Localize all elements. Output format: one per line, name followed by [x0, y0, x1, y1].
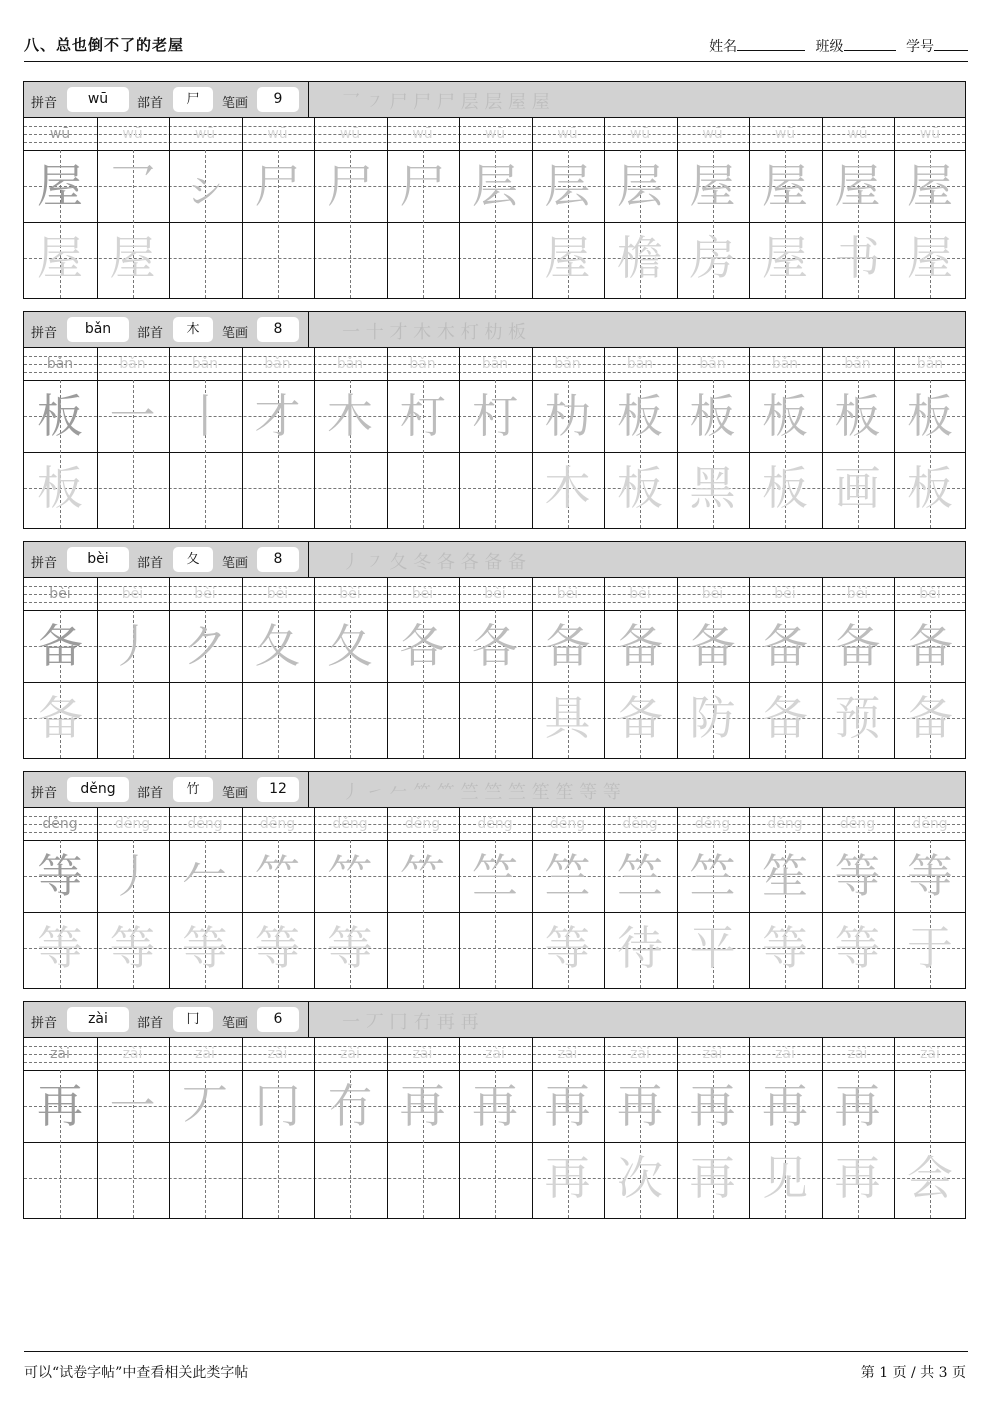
stroke-trace-cell[interactable]: 板	[834, 389, 881, 443]
pinyin-trace: bèi	[774, 586, 796, 602]
practice-cell[interactable]	[242, 452, 314, 524]
practice-cell[interactable]: 预	[834, 691, 881, 745]
practice-cell[interactable]	[242, 682, 314, 754]
pinyin-trace: bǎn	[771, 356, 799, 372]
practice-cell[interactable]: 于	[907, 921, 953, 975]
stroke-trace-cell[interactable]: 各	[399, 619, 446, 673]
practice-cell[interactable]: 画	[834, 461, 881, 515]
pinyin-trace: bèi	[266, 586, 289, 602]
stroke-trace-cell[interactable]: ㇱ	[182, 159, 228, 213]
char-info-bar	[24, 1002, 965, 1038]
pinyin-trace: zài	[702, 1046, 723, 1062]
id-blank[interactable]	[934, 38, 968, 51]
stroke-trace-cell[interactable]: 再	[544, 1079, 591, 1133]
pinyin-trace: děng	[549, 816, 586, 832]
writing-grid	[24, 1038, 965, 1218]
stroke-trace-cell[interactable]: 备	[544, 619, 591, 673]
page-header	[24, 28, 968, 60]
stroke-trace-cell[interactable]: 尸	[399, 159, 446, 213]
lesson-title: 八、总也倒不了的老屋	[24, 36, 185, 54]
pinyin-trace: bèi	[556, 586, 579, 602]
practice-cell[interactable]: 等	[762, 921, 808, 975]
pinyin-trace: zài	[412, 1046, 433, 1062]
practice-cell[interactable]: 备	[617, 691, 663, 745]
pinyin-trace: bèi	[484, 586, 506, 602]
practice-cell[interactable]: 板	[37, 461, 83, 515]
stroke-trace-cell[interactable]: 板	[762, 389, 808, 443]
practice-cell[interactable]: 等	[544, 921, 591, 975]
practice-cell[interactable]: 再	[544, 1151, 591, 1205]
stroke-trace-cell[interactable]: 板	[617, 389, 663, 443]
practice-cell[interactable]: 屋	[762, 231, 808, 285]
stroke-trace-cell[interactable]: 再	[617, 1079, 663, 1133]
char-block	[23, 1001, 966, 1219]
practice-cell[interactable]: 板	[617, 461, 663, 515]
char-info-bar	[24, 82, 965, 118]
info-divider	[308, 542, 309, 577]
stroke-order-sequence: 丿 ㇇ 夂 冬 各 各 备 备	[342, 552, 527, 573]
practice-cell[interactable]: 再	[834, 1151, 881, 1205]
practice-cell[interactable]: 平	[689, 921, 736, 975]
radical-value: 夂	[173, 547, 213, 572]
pinyin-trace: bèi	[49, 586, 71, 602]
stroke-trace-cell[interactable]: 屋	[762, 159, 808, 213]
writing-grid	[24, 578, 965, 758]
stroke-trace-cell[interactable]: 屋	[689, 159, 736, 213]
practice-cell[interactable]: 房	[689, 231, 736, 285]
strokes-label: 笔画	[222, 1016, 249, 1031]
pinyin-value: zài	[67, 1007, 129, 1032]
pinyin-trace: bǎn	[46, 356, 74, 372]
stroke-trace-cell[interactable]: 木	[327, 389, 373, 443]
pinyin-trace: wū	[339, 126, 361, 142]
practice-cell[interactable]	[169, 452, 241, 524]
stroke-trace-cell[interactable]: 备	[907, 619, 953, 673]
pinyin-trace: bǎn	[626, 356, 654, 372]
practice-cell[interactable]: 黑	[689, 461, 736, 515]
practice-cell[interactable]	[242, 222, 314, 294]
stroke-trace-cell[interactable]: 朾	[399, 389, 446, 443]
stroke-count-value: 8	[257, 317, 299, 342]
stroke-trace-cell[interactable]: 再	[399, 1079, 446, 1133]
pinyin-value: bǎn	[67, 317, 129, 342]
writing-grid	[24, 808, 965, 988]
stroke-trace-cell[interactable]: 板	[907, 389, 953, 443]
stroke-trace-cell[interactable]: 备	[689, 619, 736, 673]
stroke-trace-cell[interactable]: ⺮	[254, 849, 301, 903]
pinyin-trace: bǎn	[916, 356, 944, 372]
radical-value: 冂	[173, 1007, 213, 1032]
stroke-trace-cell[interactable]: 冇	[327, 1079, 373, 1133]
stroke-trace-cell[interactable]: 备	[37, 619, 83, 673]
practice-cell[interactable]: 屋	[544, 231, 591, 285]
pinyin-trace: bèi	[846, 586, 869, 602]
pinyin-trace: děng	[912, 816, 948, 832]
char-info-bar	[24, 772, 965, 808]
pinyin-trace: zài	[920, 1046, 940, 1062]
practice-cell[interactable]	[459, 1142, 531, 1214]
pinyin-trace: zài	[557, 1046, 578, 1062]
practice-cell[interactable]: 板	[762, 461, 808, 515]
student-info-fields	[709, 36, 968, 56]
practice-cell[interactable]: 等	[182, 921, 228, 975]
pinyin-trace: wū	[194, 126, 216, 142]
char-block	[23, 541, 966, 759]
pinyin-trace: děng	[259, 816, 296, 832]
pinyin-label: 拼音	[31, 556, 58, 571]
practice-cell[interactable]	[24, 1142, 96, 1214]
stroke-trace-cell[interactable]: 层	[472, 159, 518, 213]
footer-divider	[24, 1351, 968, 1352]
stroke-trace-cell[interactable]: 丿	[109, 849, 156, 903]
header-divider	[24, 61, 968, 62]
stroke-count-value: 8	[257, 547, 299, 572]
practice-cell[interactable]	[314, 1142, 386, 1214]
radical-label: 部首	[137, 556, 164, 571]
pinyin-trace: bǎn	[844, 356, 871, 372]
practice-cell[interactable]: 会	[907, 1151, 953, 1205]
stroke-trace-cell[interactable]: 再	[762, 1079, 808, 1133]
stroke-trace-cell[interactable]: 板	[689, 389, 736, 443]
pinyin-label: 拼音	[31, 96, 58, 111]
stroke-trace-cell[interactable]: 再	[472, 1079, 518, 1133]
practice-cell[interactable]	[169, 1142, 241, 1214]
writing-grid	[24, 118, 965, 298]
stroke-trace-cell[interactable]: 才	[254, 389, 301, 443]
pinyin-trace: wū	[412, 126, 433, 142]
practice-cell[interactable]: 防	[689, 691, 736, 745]
pinyin-value: bèi	[67, 547, 129, 572]
pinyin-trace: bèi	[121, 586, 144, 602]
stroke-trace-cell[interactable]: 备	[762, 619, 808, 673]
stroke-trace-cell[interactable]: 一	[109, 1079, 156, 1133]
radical-value: 尸	[173, 87, 213, 112]
pinyin-trace: děng	[187, 816, 223, 832]
pinyin-trace: bǎn	[336, 356, 364, 372]
pinyin-trace: bǎn	[699, 356, 726, 372]
pinyin-trace: zài	[630, 1046, 650, 1062]
pinyin-value: děng	[67, 777, 129, 802]
pinyin-trace: wū	[919, 126, 941, 142]
pinyin-trace: zài	[485, 1046, 505, 1062]
practice-cell[interactable]	[459, 682, 531, 754]
char-info-bar	[24, 542, 965, 578]
radical-value: 竹	[173, 777, 213, 802]
pinyin-trace: zài	[775, 1046, 795, 1062]
info-divider	[308, 1002, 309, 1037]
strokes-label: 笔画	[222, 326, 249, 341]
stroke-trace-cell[interactable]: 板	[37, 389, 83, 443]
stroke-trace-cell[interactable]: 朾	[472, 389, 518, 443]
stroke-trace-cell[interactable]: 备	[617, 619, 663, 673]
stroke-trace-cell[interactable]: 尸	[254, 159, 301, 213]
practice-cell[interactable]	[387, 452, 459, 524]
pinyin-trace: wū	[847, 126, 868, 142]
practice-cell[interactable]	[459, 912, 531, 984]
practice-cell[interactable]	[387, 912, 459, 984]
practice-cell[interactable]: 等	[109, 921, 156, 975]
class-blank[interactable]	[844, 38, 896, 51]
stroke-trace-cell[interactable]: ⺮	[327, 849, 373, 903]
name-blank[interactable]	[737, 38, 805, 51]
stroke-count-value: 12	[257, 777, 299, 802]
stroke-trace-cell[interactable]: ク	[182, 619, 228, 673]
stroke-trace-cell[interactable]: 丆	[182, 1079, 228, 1133]
pinyin-trace: bèi	[194, 586, 216, 602]
pinyin-trace: wū	[702, 126, 723, 142]
pinyin-trace: děng	[477, 816, 513, 832]
char-block	[23, 81, 966, 299]
stroke-trace-cell[interactable]: 冂	[254, 1079, 301, 1133]
pinyin-trace: děng	[404, 816, 441, 832]
practice-cell[interactable]	[97, 1142, 169, 1214]
pinyin-trace: zài	[122, 1046, 143, 1062]
pinyin-trace: bèi	[411, 586, 434, 602]
pinyin-trace: bèi	[629, 586, 651, 602]
char-info-bar	[24, 312, 965, 348]
stroke-trace-cell[interactable]: ⺮	[399, 849, 446, 903]
char-block	[23, 771, 966, 989]
practice-cell[interactable]: 等	[254, 921, 301, 975]
stroke-trace-cell[interactable]: 竺	[472, 849, 518, 903]
footer-note: 可以“试卷字帖”中查看相关此类字帖	[24, 1365, 249, 1381]
practice-cell[interactable]: 屋	[37, 231, 83, 285]
practice-cell[interactable]: 等	[834, 921, 881, 975]
pinyin-trace: bèi	[701, 586, 724, 602]
info-divider	[308, 772, 309, 807]
stroke-trace-cell[interactable]: 乛	[109, 159, 156, 213]
pinyin-trace: děng	[114, 816, 151, 832]
pinyin-trace: wū	[484, 126, 506, 142]
radical-label: 部首	[137, 326, 164, 341]
stroke-trace-cell[interactable]: 朸	[544, 389, 591, 443]
writing-grid	[24, 348, 965, 528]
strokes-label: 笔画	[222, 786, 249, 801]
pinyin-trace: wū	[629, 126, 651, 142]
pinyin-trace: děng	[767, 816, 803, 832]
pinyin-trace: děng	[42, 816, 78, 832]
practice-cell[interactable]	[459, 222, 531, 294]
practice-cell[interactable]	[97, 452, 169, 524]
practice-cell[interactable]: 木	[544, 461, 591, 515]
stroke-trace-cell[interactable]: 竺	[617, 849, 663, 903]
pinyin-trace: zài	[847, 1046, 868, 1062]
id-label: 学号	[906, 39, 934, 55]
pinyin-trace: děng	[694, 816, 731, 832]
name-label: 姓名	[709, 39, 738, 55]
stroke-trace-cell[interactable]: 一	[109, 389, 156, 443]
practice-cell[interactable]	[314, 682, 386, 754]
practice-cell[interactable]	[314, 222, 386, 294]
stroke-trace-cell[interactable]: 尸	[327, 159, 373, 213]
stroke-trace-cell[interactable]: 层	[544, 159, 591, 213]
practice-cell[interactable]	[169, 682, 241, 754]
pinyin-trace: bǎn	[409, 356, 436, 372]
stroke-trace-cell[interactable]: 再	[834, 1079, 881, 1133]
stroke-trace-cell[interactable]: 各	[472, 619, 518, 673]
stroke-trace-cell[interactable]: 竺	[544, 849, 591, 903]
practice-cell[interactable]: 等	[327, 921, 373, 975]
stroke-trace-cell[interactable]: 屋	[37, 159, 83, 213]
info-divider	[308, 82, 309, 117]
practice-cell[interactable]: 待	[617, 921, 663, 975]
pinyin-trace: zài	[340, 1046, 360, 1062]
stroke-order-sequence: 一 丆 冂 冇 再 再	[342, 1012, 479, 1033]
practice-cell[interactable]	[387, 222, 459, 294]
stroke-trace-cell[interactable]: 𠂉	[182, 849, 228, 903]
pinyin-trace: zài	[50, 1046, 70, 1062]
practice-cell[interactable]: 书	[834, 231, 881, 285]
stroke-trace-cell[interactable]: 夂	[254, 619, 301, 673]
pinyin-label: 拼音	[31, 326, 58, 341]
practice-cell[interactable]	[387, 682, 459, 754]
radical-label: 部首	[137, 96, 164, 111]
stroke-trace-cell[interactable]: 屋	[834, 159, 881, 213]
stroke-count-value: 9	[257, 87, 299, 112]
practice-cell[interactable]	[242, 1142, 314, 1214]
pinyin-trace: wū	[774, 126, 796, 142]
pinyin-trace: zài	[195, 1046, 215, 1062]
pinyin-label: 拼音	[31, 1016, 58, 1031]
stroke-trace-cell[interactable]: 层	[617, 159, 663, 213]
pinyin-trace: bǎn	[119, 356, 146, 372]
practice-cell[interactable]: 备	[37, 691, 83, 745]
practice-cell[interactable]: 备	[907, 691, 953, 745]
strokes-label: 笔画	[222, 556, 249, 571]
practice-cell[interactable]: 檐	[617, 231, 663, 285]
practice-cell[interactable]: 板	[907, 461, 953, 515]
stroke-trace-cell[interactable]: 等	[834, 849, 881, 903]
radical-label: 部首	[137, 1016, 164, 1031]
stroke-trace-cell[interactable]: 屋	[907, 159, 953, 213]
stroke-count-value: 6	[257, 1007, 299, 1032]
pinyin-value: wū	[67, 87, 129, 112]
stroke-order-sequence: 一 十 才 木 木 朾 朸 板	[342, 322, 527, 343]
stroke-trace-cell[interactable]: 备	[834, 619, 881, 673]
practice-cell[interactable]	[314, 452, 386, 524]
practice-cell[interactable]: 见	[762, 1151, 808, 1205]
pinyin-trace: bǎn	[191, 356, 219, 372]
stroke-trace-cell[interactable]: 再	[37, 1079, 83, 1133]
stroke-order-sequence: 乛 ㇇ 尸 尸 尸 层 层 屋 屋	[342, 92, 550, 113]
pinyin-trace: bèi	[339, 586, 361, 602]
practice-cell[interactable]	[459, 452, 531, 524]
practice-cell[interactable]: 备	[762, 691, 808, 745]
stroke-trace-cell[interactable]: 再	[689, 1079, 736, 1133]
pinyin-trace: děng	[332, 816, 368, 832]
practice-cell[interactable]: 具	[544, 691, 591, 745]
stroke-trace-cell[interactable]: 等	[37, 849, 83, 903]
page-number: 第 1 页 / 共 3 页	[860, 1365, 966, 1381]
practice-cell[interactable]: 次	[617, 1151, 663, 1205]
practice-cell[interactable]	[97, 682, 169, 754]
radical-label: 部首	[137, 786, 164, 801]
pinyin-trace: bèi	[919, 586, 941, 602]
practice-cell[interactable]: 再	[689, 1151, 736, 1205]
stroke-trace-cell[interactable]: 笙	[762, 849, 808, 903]
stroke-trace-cell[interactable]: 夂	[327, 619, 373, 673]
stroke-order-sequence: 丿 ㇀ 𠂉 ⺮ ⺮ 竺 竺 竺 笙 笙 等 等	[342, 782, 621, 803]
pinyin-trace: bǎn	[481, 356, 509, 372]
char-block	[23, 311, 966, 529]
pinyin-trace: zài	[267, 1046, 288, 1062]
info-divider	[308, 312, 309, 347]
pinyin-trace: wū	[49, 126, 71, 142]
strokes-label: 笔画	[222, 96, 249, 111]
practice-cell[interactable]: 屋	[907, 231, 953, 285]
practice-cell[interactable]: 等	[37, 921, 83, 975]
stroke-trace-cell[interactable]: 竺	[689, 849, 736, 903]
pinyin-trace: wū	[557, 126, 578, 142]
pinyin-trace: wū	[267, 126, 288, 142]
pinyin-trace: bǎn	[264, 356, 291, 372]
radical-value: 木	[173, 317, 213, 342]
pinyin-label: 拼音	[31, 786, 58, 801]
pinyin-trace: wū	[122, 126, 143, 142]
stroke-trace-cell[interactable]: 丿	[109, 619, 156, 673]
practice-cell[interactable]: 屋	[109, 231, 156, 285]
practice-cell[interactable]	[387, 1142, 459, 1214]
practice-cell[interactable]	[169, 222, 241, 294]
class-label: 班级	[815, 39, 844, 55]
stroke-trace-cell[interactable]	[894, 1070, 966, 1142]
pinyin-trace: bǎn	[554, 356, 581, 372]
stroke-trace-cell[interactable]: 丨	[182, 389, 228, 443]
stroke-trace-cell[interactable]: 等	[907, 849, 953, 903]
pinyin-trace: děng	[622, 816, 658, 832]
pinyin-trace: děng	[839, 816, 876, 832]
